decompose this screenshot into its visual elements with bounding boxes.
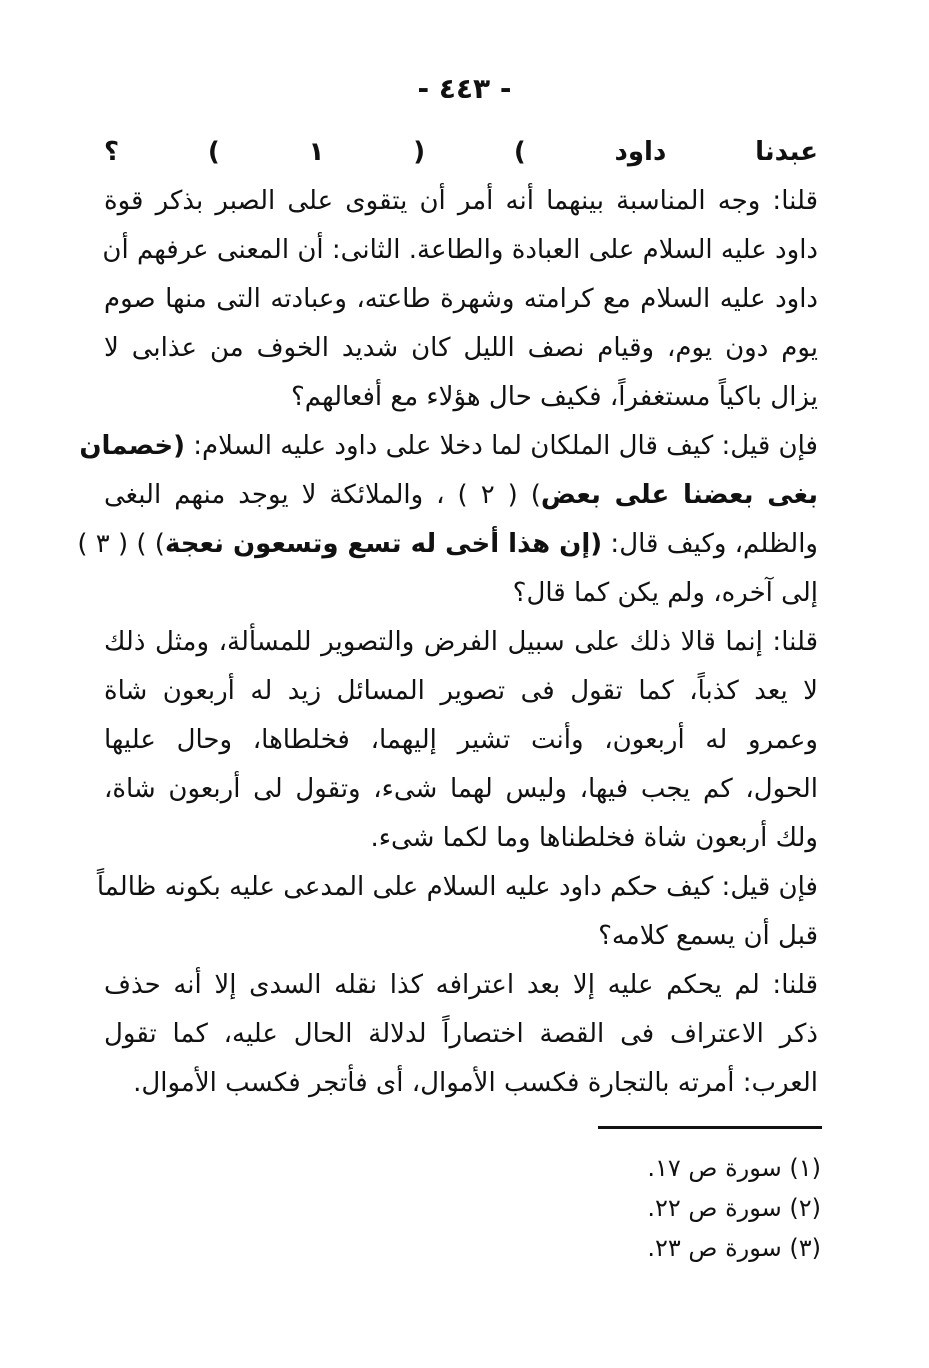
footnote-divider	[598, 1126, 822, 1129]
text-line	[104, 324, 818, 373]
footnote-3: (٣) سورة ص ٢٣.	[647, 1234, 821, 1262]
text-line	[104, 471, 818, 520]
footnotes	[421, 1148, 821, 1268]
text-segment: يوم دون يوم، وقيام نصف الليل كان شديد الخوف من عذابى لا	[104, 333, 818, 363]
text-segment: ) ( ٢ ) ، والملائكة لا يوجد منهم البغى	[104, 480, 541, 510]
text-line	[104, 716, 818, 765]
text-segment: داود عليه السلام على العبادة والطاعة. الثانى: أن المعنى عرفهم أن	[102, 235, 818, 265]
text-segment: يزال باكياً مستغفراً، فكيف حال هؤلاء مع أفعالهم؟	[291, 382, 818, 412]
text-segment: إلى آخره، ولم يكن كما قال؟	[512, 578, 818, 608]
text-line	[104, 128, 818, 177]
quran-quote: عبدنا داود ) ( ١ ) ؟	[104, 137, 818, 167]
text-line	[96, 863, 818, 912]
footnote-2: (٢) سورة ص ٢٢.	[647, 1194, 821, 1222]
text-segment: ذكر الاعتراف فى القصة اختصاراً لدلالة الحال عليه، كما تقول	[104, 1019, 818, 1049]
page-number: - ٤٤٣ -	[417, 72, 512, 105]
text-line	[104, 667, 818, 716]
text-segment: العرب: أمرته بالتجارة فكسب الأموال، أى فأتجر فكسب الأموال.	[133, 1068, 818, 1098]
quran-quote: (خصمان	[79, 431, 185, 461]
text-line	[104, 226, 818, 275]
text-line	[104, 1010, 818, 1059]
text-line	[104, 961, 818, 1010]
text-line	[104, 373, 818, 422]
text-segment: قلنا: لم يحكم عليه إلا بعد اعترافه كذا نقله السدى إلا أنه حذف	[104, 970, 818, 1000]
text-segment: قلنا: إنما قالا ذلك على سبيل الفرض والتصوير للمسألة، ومثل ذلك	[104, 627, 818, 657]
text-segment: قبل أن يسمع كلامه؟	[598, 921, 818, 951]
text-segment: فإن قيل: كيف حكم داود عليه السلام على المدعى عليه بكونه ظالماً	[96, 872, 818, 902]
quran-quote: (إن هذا أخى له تسع وتسعون نعجة	[164, 529, 603, 559]
body-text	[77, 128, 818, 1108]
text-segment: فإن قيل: كيف قال الملكان لما دخلا على داود عليه السلام:	[184, 431, 818, 461]
text-line	[77, 520, 818, 569]
text-segment: داود عليه السلام مع كرامته وشهرة طاعته، وعبادته التى منها صوم	[104, 284, 818, 314]
text-segment: ولك أربعون شاة فخلطناها وما لكما شىء.	[370, 823, 818, 853]
text-segment: والظلم، وكيف قال:	[602, 529, 818, 559]
text-segment: لا يعد كذباً، كما تقول فى تصوير المسائل زيد له أربعون شاة	[104, 676, 818, 706]
text-segment: وعمرو له أربعون، وأنت تشير إليهما، فخلطاها، وحال عليها	[104, 725, 818, 755]
text-segment: ) ) ( ٣ )	[77, 529, 165, 559]
quran-quote: بغى بعضنا على بعض	[540, 480, 818, 510]
text-segment: قلنا: وجه المناسبة بينهما أنه أمر أن يتقوى على الصبر بذكر قوة	[104, 186, 818, 216]
text-line	[104, 814, 818, 863]
text-segment: الحول، كم يجب فيها، وليس لهما شىء، وتقول لى أربعون شاة،	[104, 774, 818, 804]
text-line	[104, 177, 818, 226]
text-line	[104, 912, 818, 961]
text-line	[104, 618, 818, 667]
text-line	[79, 422, 818, 471]
text-line	[104, 275, 818, 324]
text-line	[104, 1059, 818, 1108]
footnote-1: (١) سورة ص ١٧.	[647, 1154, 821, 1182]
text-line	[104, 569, 818, 618]
text-line	[104, 765, 818, 814]
